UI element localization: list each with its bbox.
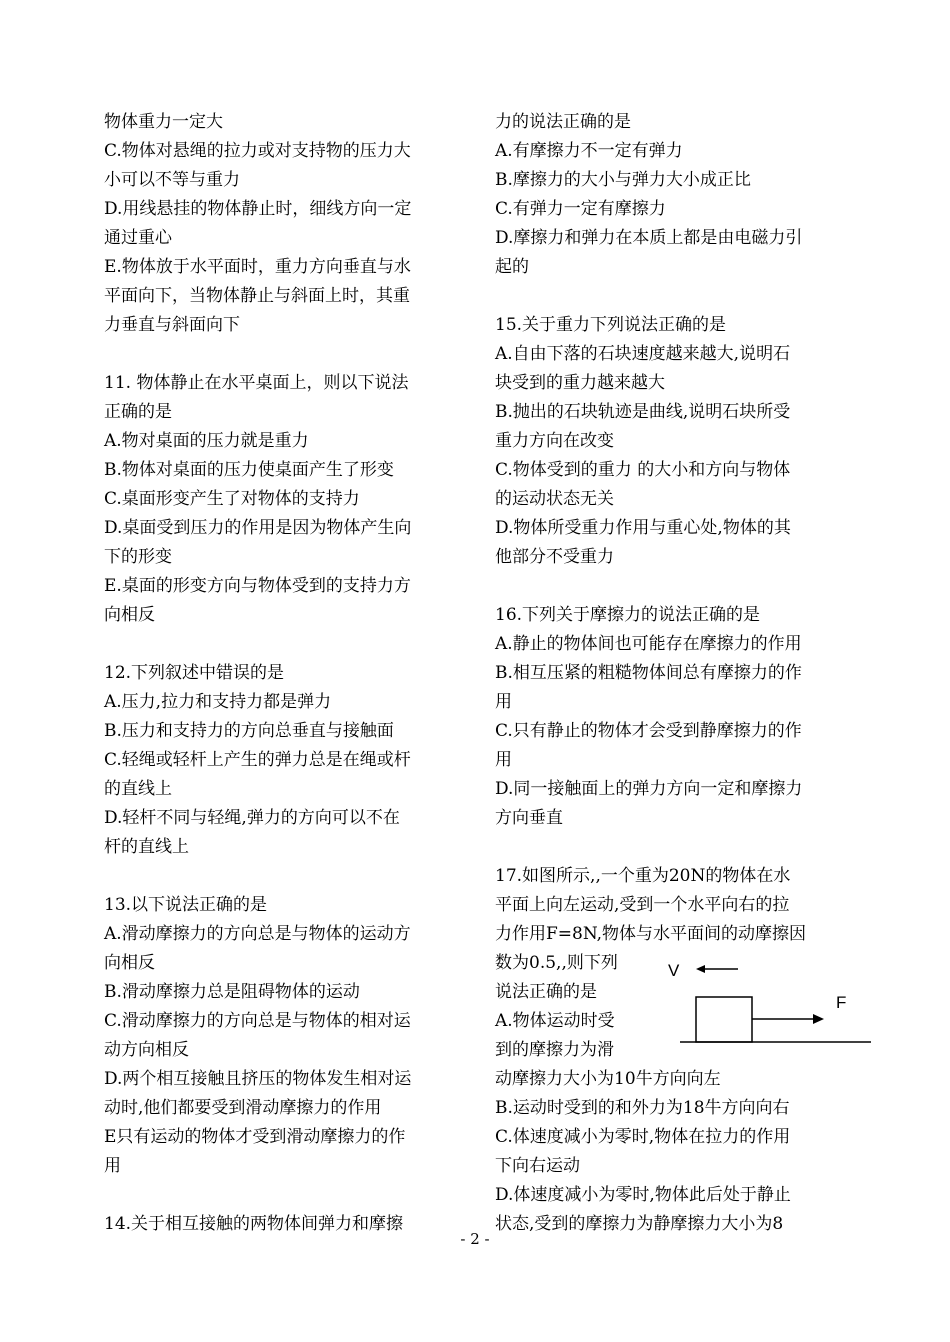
text-line: 小可以不等与重力 — [104, 170, 240, 190]
text-line: 用 — [104, 1156, 121, 1176]
text-line: 起的 — [495, 257, 529, 277]
text-line: 杆的直线上 — [104, 837, 189, 857]
option-line: C.滑动摩擦力的方向总是与物体的相对运 — [104, 1011, 411, 1031]
option-line: D.两个相互接触且挤压的物体发生相对运 — [104, 1069, 412, 1089]
text-line: 正确的是 — [104, 402, 172, 422]
velocity-arrowhead — [696, 965, 705, 973]
text-line: 平面上向左运动,受到一个水平向右的拉 — [495, 895, 790, 915]
text-line: E.物体放于水平面时，重力方向垂直与水 — [104, 257, 411, 277]
option-line: B.压力和支持力的方向总垂直与接触面 — [104, 721, 394, 741]
text-line: 下向右运动 — [495, 1156, 580, 1176]
question-15-stem: 15.关于重力下列说法正确的是 — [495, 315, 727, 335]
question-14-stem: 14.关于相互接触的两物体间弹力和摩擦 — [104, 1214, 404, 1234]
text-line: 动方向相反 — [104, 1040, 189, 1060]
force-diagram — [666, 953, 876, 1053]
question-17-stem: 17.如图所示,,一个重为20N的物体在水 — [495, 866, 791, 886]
left-column — [104, 108, 469, 1239]
text-line: 动时,他们都要受到滑动摩擦力的作用 — [104, 1098, 382, 1118]
text-line: 他部分不受重力 — [495, 547, 614, 567]
blank-line — [104, 630, 469, 659]
text-line: 向相反 — [104, 605, 155, 625]
text-line: 状态,受到的摩擦力为静摩擦力大小为8 — [495, 1214, 784, 1234]
text-line: C.物体对悬绳的拉力或对支持物的压力大 — [104, 141, 411, 161]
right-column — [495, 108, 855, 1239]
text-line: 力作用F=8N,物体与水平面间的动摩擦因 — [495, 924, 807, 944]
force-label: F — [836, 993, 847, 1012]
blank-line — [495, 833, 855, 862]
option-line: C.有弹力一定有摩擦力 — [495, 199, 666, 219]
option-line: C.桌面形变产生了对物体的支持力 — [104, 489, 360, 509]
text-line: D.用线悬挂的物体静止时，细线方向一定 — [104, 199, 412, 219]
option-line: B.滑动摩擦力总是阻碍物体的运动 — [104, 982, 360, 1002]
option-line: B.物体对桌面的压力使桌面产生了形变 — [104, 460, 394, 480]
option-line: C.只有静止的物体才会受到静摩擦力的作 — [495, 721, 802, 741]
option-line: B.相互压紧的粗糙物体间总有摩擦力的作 — [495, 663, 802, 683]
question-12-stem: 12.下列叙述中错误的是 — [104, 663, 285, 683]
option-line: D.桌面受到压力的作用是因为物体产生向 — [104, 518, 412, 538]
option-line: A.物体运动时受 — [495, 1011, 615, 1031]
option-line: A.物对桌面的压力就是重力 — [104, 431, 309, 451]
blank-line — [104, 1181, 469, 1210]
blank-line — [495, 282, 855, 311]
option-line: A.自由下落的石块速度越来越大,说明石 — [495, 344, 791, 364]
option-line: A.滑动摩擦力的方向总是与物体的运动方 — [104, 924, 411, 944]
page-number: - 2 - — [460, 1230, 490, 1248]
block — [696, 997, 752, 1042]
option-line: D.物体所受重力作用与重心处,物体的其 — [495, 518, 791, 538]
option-line: B.摩擦力的大小与弹力大小成正比 — [495, 170, 751, 190]
text-line: 力垂直与斜面向下 — [104, 315, 240, 335]
question-16-stem: 16.下列关于摩擦力的说法正确的是 — [495, 605, 761, 625]
option-line: C.体速度减小为零时,物体在拉力的作用 — [495, 1127, 791, 1147]
blank-line — [104, 340, 469, 369]
option-line: A.静止的物体间也可能存在摩擦力的作用 — [495, 634, 802, 654]
text-line: 数为0.5,,则下列 — [495, 953, 618, 973]
blank-line — [495, 572, 855, 601]
force-arrowhead — [813, 1014, 824, 1024]
option-line: D.摩擦力和弹力在本质上都是由电磁力引 — [495, 228, 803, 248]
option-line: E只有运动的物体才受到滑动摩擦力的作 — [104, 1127, 406, 1147]
text-line: 动摩擦力大小为10牛方向向左 — [495, 1069, 721, 1089]
text-line: 用 — [495, 750, 512, 770]
text-line: 的运动状态无关 — [495, 489, 614, 509]
velocity-label: V — [668, 961, 680, 980]
text-line: 平面向下，当物体静止与斜面上时，其重 — [104, 286, 410, 306]
text-line: 用 — [495, 692, 512, 712]
text-line: 重力方向在改变 — [495, 431, 614, 451]
question-11-stem: 11. 物体静止在水平桌面上，则以下说法 — [104, 373, 409, 393]
blank-line — [104, 862, 469, 891]
option-line: A.压力,拉力和支持力都是弹力 — [104, 692, 332, 712]
text-line: 块受到的重力越来越大 — [495, 373, 665, 393]
text-line: 方向垂直 — [495, 808, 563, 828]
option-line: D.体速度减小为零时,物体此后处于静止 — [495, 1185, 791, 1205]
option-line: A.有摩擦力不一定有弹力 — [495, 141, 683, 161]
text-line: 通过重心 — [104, 228, 172, 248]
text-line: 物体重力一定大 — [104, 112, 223, 132]
option-line: D.同一接触面上的弹力方向一定和摩擦力 — [495, 779, 803, 799]
text-line: 的直线上 — [104, 779, 172, 799]
option-line: C.轻绳或轻杆上产生的弹力总是在绳或杆 — [104, 750, 411, 770]
option-line: B.抛出的石块轨迹是曲线,说明石块所受 — [495, 402, 791, 422]
question-13-stem: 13.以下说法正确的是 — [104, 895, 268, 915]
option-line: C.物体受到的重力 的大小和方向与物体 — [495, 460, 791, 480]
option-line: D.轻杆不同与轻绳,弹力的方向可以不在 — [104, 808, 400, 828]
option-line: B.运动时受到的和外力为18牛方向向右 — [495, 1098, 790, 1118]
text-line: 到的摩擦力为滑 — [495, 1040, 614, 1060]
text-line: 向相反 — [104, 953, 155, 973]
text-line: 说法正确的是 — [495, 982, 597, 1002]
text-line: 力的说法正确的是 — [495, 112, 631, 132]
text-line: 下的形变 — [104, 547, 172, 567]
option-line: E.桌面的形变方向与物体受到的支持力方 — [104, 576, 411, 596]
